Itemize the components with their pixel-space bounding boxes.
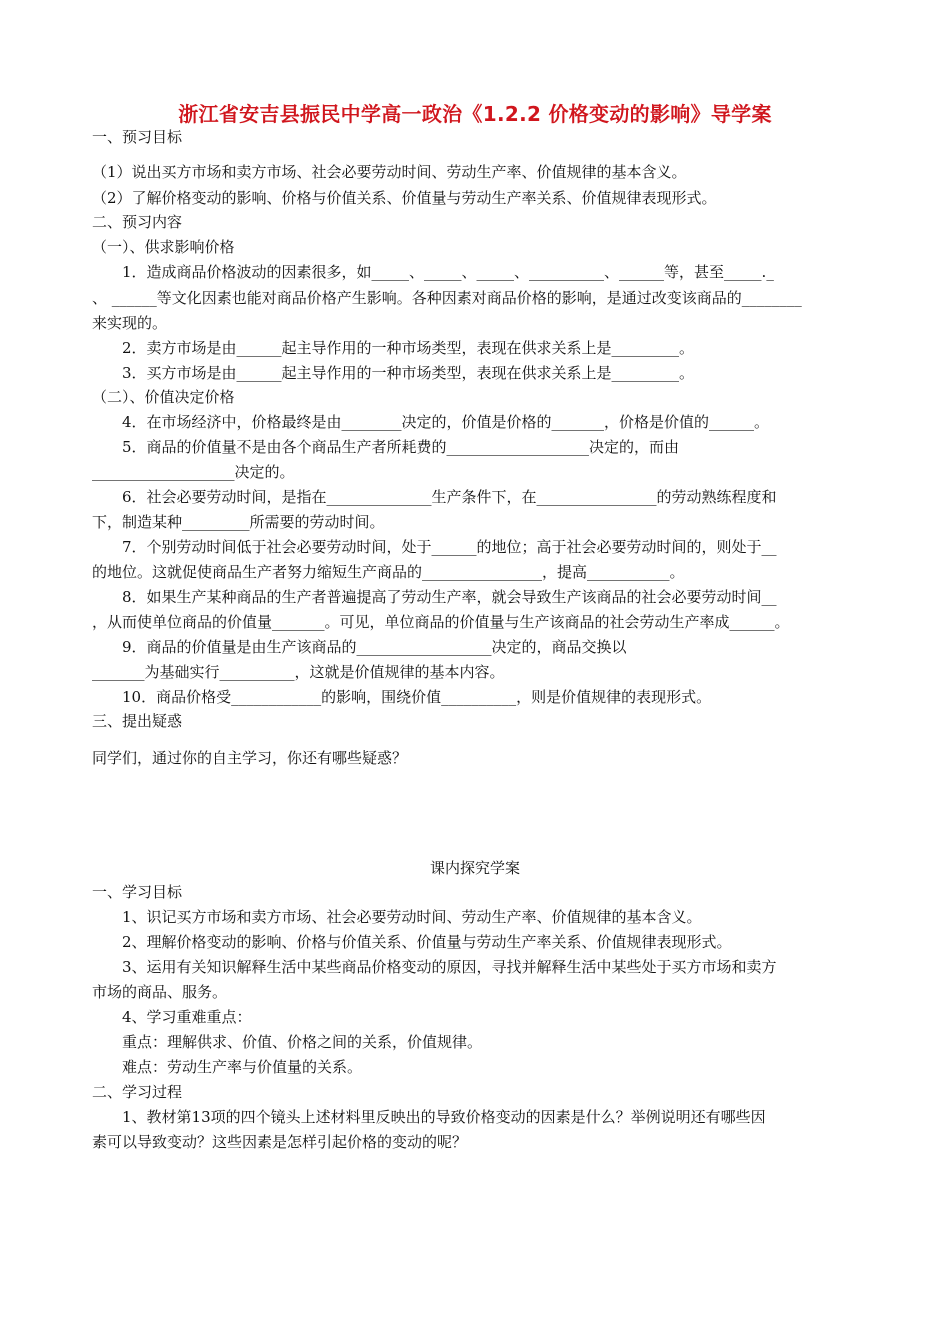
heading-learning-goals: 一、学习目标	[92, 883, 183, 901]
question-6-line-1: 6．社会必要劳动时间，是指在______________生产条件下，在________________的劳动熟练程度和	[122, 488, 777, 506]
question-8-line-2: ，从而使单位商品的价值量_______。可见，单位商品的价值量与生产该商品的社会劳动生产率成______。	[92, 613, 790, 631]
document-title: 浙江省安吉县振民中学高一政治《1.2.2 价格变动的影响》导学案	[178, 102, 772, 126]
section-title-inclass: 课内探究学案	[429, 859, 520, 877]
learning-goal-3-line-2: 市场的商品、服务。	[92, 983, 228, 1001]
learning-goal-2: 2、理解价格变动的影响、价格与价值关系、价值量与劳动生产率关系、价值规律表现形式。	[122, 933, 732, 951]
goal-2: （2）了解价格变动的影响、价格与价值关系、价值量与劳动生产率关系、价值规律表现形式。	[92, 189, 717, 207]
heading-questions: 三、提出疑惑	[92, 712, 183, 730]
question-2: 2．卖方市场是由______起主导作用的一种市场类型，表现在供求关系上是_________。	[122, 339, 695, 357]
learning-goal-4: 4、学习重难重点：	[122, 1008, 252, 1026]
question-9-line-1: 9．商品的价值量是由生产该商品的__________________决定的，商品交换以	[122, 638, 627, 656]
subheading-value-price: （二）、价值决定价格	[92, 388, 235, 406]
question-3: 3．买方市场是由______起主导作用的一种市场类型，表现在供求关系上是_________。	[122, 364, 695, 382]
question-5-line-2: ___________________决定的。	[92, 463, 295, 481]
question-4: 4．在市场经济中，价格最终是由________决定的，价值是价格的_______，价格是价值的______。	[122, 413, 770, 431]
goal-1: （1）说出买方市场和卖方市场、社会必要劳动时间、劳动生产率、价值规律的基本含义。	[92, 163, 687, 181]
process-question-1-line-1: 1、教材第13项的四个镜头上述材料里反映出的导致价格变动的因素是什么？举例说明还有哪些因	[122, 1108, 766, 1126]
key-point: 重点：理解供求、价值、价格之间的关系，价值规律。	[122, 1033, 483, 1051]
questions-prompt: 同学们，通过你的自主学习，你还有哪些疑惑？	[92, 749, 408, 767]
question-7-line-2: 的地位。这就促使商品生产者努力缩短生产商品的________________，提高___________。	[92, 563, 685, 581]
heading-learning-process: 二、学习过程	[92, 1083, 183, 1101]
difficult-point: 难点：劳动生产率与价值量的关系。	[122, 1058, 363, 1076]
question-1-line-2: 、 ______等文化因素也能对商品价格产生影响。各种因素对商品价格的影响，是通过改变该商品的________	[92, 289, 802, 307]
question-10: 10．商品价格受____________的影响，围绕价值__________，则是价值规律的表现形式。	[122, 688, 712, 706]
question-9-line-2: _______为基础实行__________，这就是价值规律的基本内容。	[92, 663, 505, 681]
question-7-line-1: 7．个别劳动时间低于社会必要劳动时间，处于______的地位；高于社会必要劳动时间的，则处于__	[122, 538, 777, 556]
subheading-supply-demand: （一）、供求影响价格	[92, 238, 235, 256]
learning-goal-3-line-1: 3、运用有关知识解释生活中某些商品价格变动的原因，寻找并解释生活中某些处于买方市场和卖方	[122, 958, 777, 976]
question-1-line-3: 来实现的。	[92, 314, 168, 332]
question-5-line-1: 5．商品的价值量不是由各个商品生产者所耗费的___________________决定的，而由	[122, 438, 680, 456]
heading-preview-goals: 一、预习目标	[92, 128, 183, 146]
question-6-line-2: 下，制造某种_________所需要的劳动时间。	[92, 513, 385, 531]
learning-goal-1: 1、识记买方市场和卖方市场、社会必要劳动时间、劳动生产率、价值规律的基本含义。	[122, 908, 702, 926]
heading-preview-content: 二、预习内容	[92, 213, 183, 231]
question-1-line-1: 1．造成商品价格波动的因素很多，如_____、_____、_____、__________、______等，甚至_____._	[122, 263, 774, 281]
question-8-line-1: 8．如果生产某种商品的生产者普遍提高了劳动生产率，就会导致生产该商品的社会必要劳动时间__	[122, 588, 777, 606]
process-question-1-line-2: 素可以导致变动？这些因素是怎样引起价格的变动的呢？	[92, 1133, 468, 1151]
